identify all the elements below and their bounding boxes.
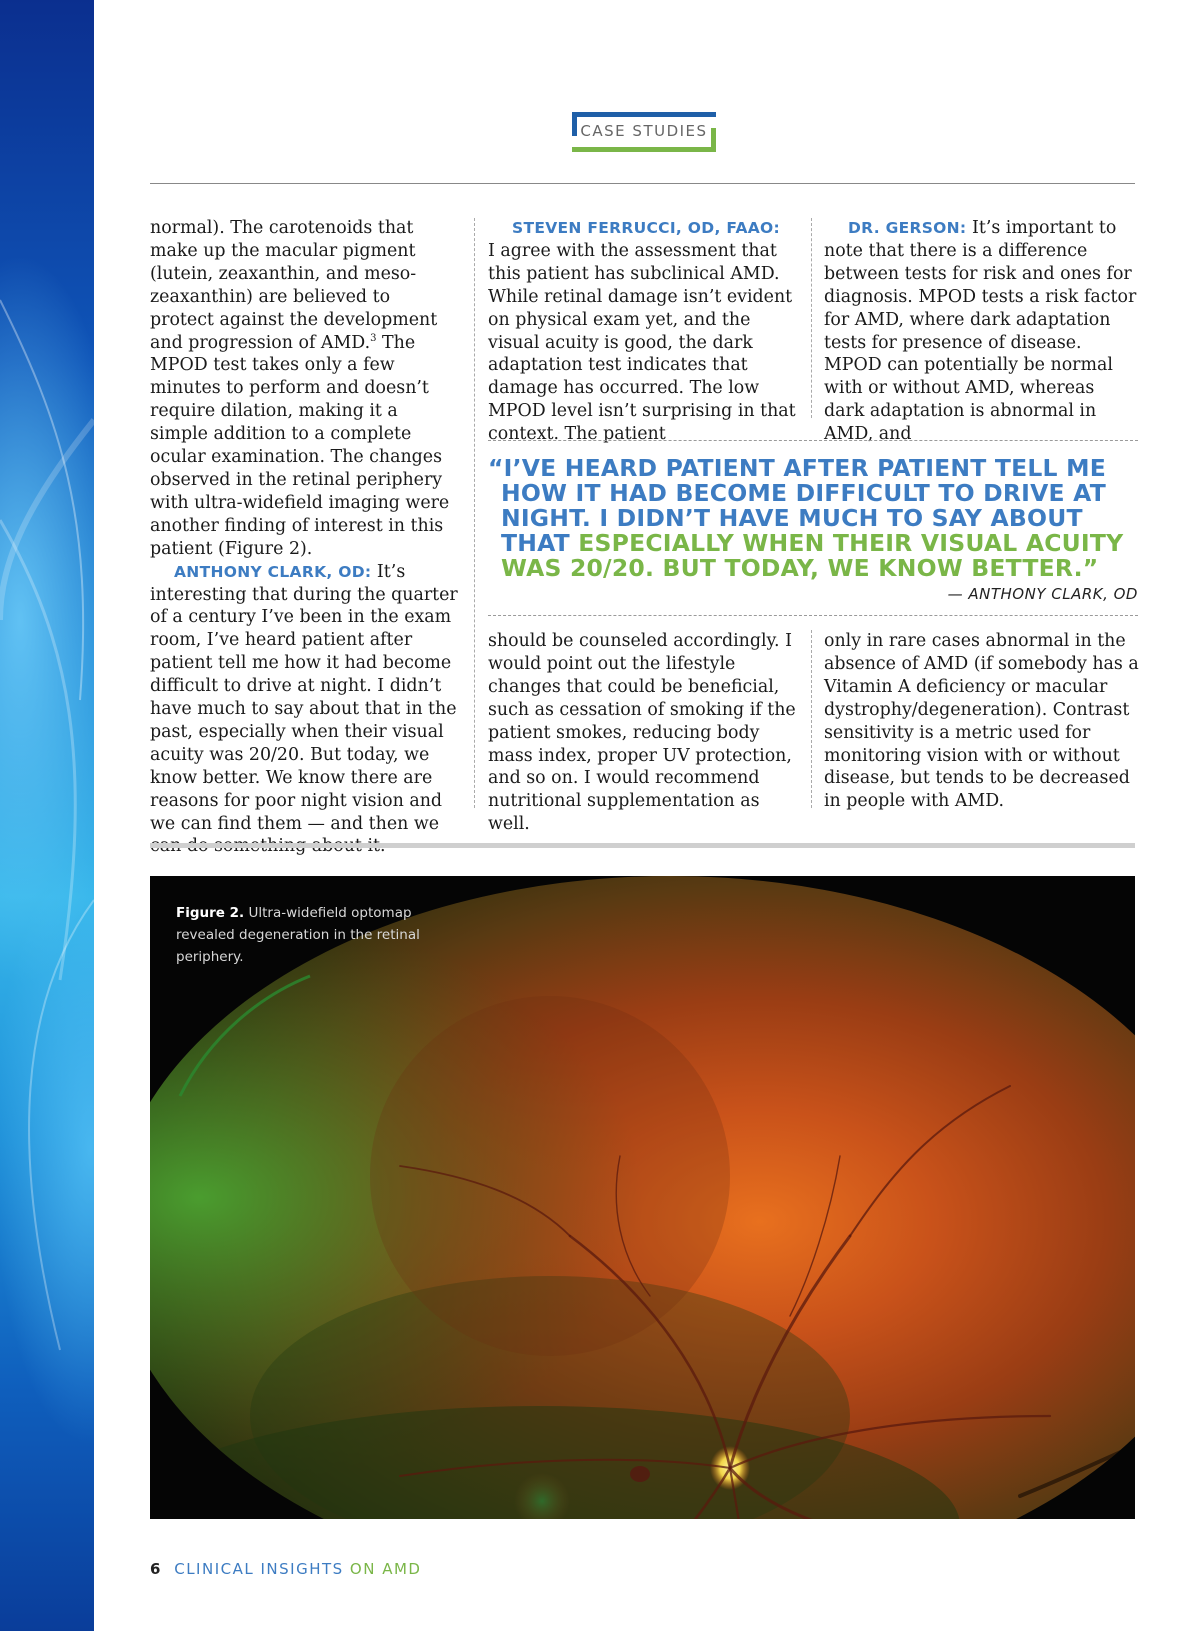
column-1: [150, 217, 458, 858]
pull-quote-rule-top: [488, 440, 1138, 441]
column-1-paragraph-2: ANTHONY CLARK, OD: It’s interesting that during the quarter of a century I’ve been in the exam room, I’ve heard patient after patient tell me how it had become difficult to drive at night. I didn’t have much to say about that in the past, especially when their visual acuity was 20/20. But today, we know better. We know there are reasons for poor night vision and we can find them — and then we: [150, 561, 458, 834]
figure-caption: Figure 2. Ultra-widefield optomap revealed degeneration in the retinal periphery.: [176, 905, 420, 965]
column-divider-1: [474, 218, 475, 808]
top-rule: [150, 183, 1135, 184]
publication-name: CLINICAL INSIGHTS: [174, 1560, 344, 1578]
pull-quote: [488, 456, 1138, 581]
figure-label: Figure 2.: [176, 905, 245, 921]
column-3-bottom: [824, 630, 1139, 813]
column-3-top: [824, 217, 1139, 446]
column-3-bottom-text: only in rare cases abnormal in the absence of AMD (if somebody has a Vitamin A deficiency or macular dystrophy/degeneration). Contrast sensitivity is a metric used for monitoring vision with or without disease, but tends to be decreased in people with AMD.: [824, 631, 1139, 812]
page-number: 6: [150, 1560, 162, 1578]
bottom-rule: [150, 843, 1135, 848]
retina-image: [150, 876, 1135, 1519]
publication-suffix: ON AMD: [343, 1560, 422, 1578]
pull-quote-attribution: — ANTHONY CLARK, OD: [947, 585, 1138, 603]
column-2-top: [488, 217, 803, 446]
pull-quote-green-text: ESPECIALLY WHEN THEIR VISUAL ACUITY WAS 20/20. BUT TODAY, WE KNOW BETTER.”: [501, 529, 1124, 582]
speaker-dr-gerson: DR. GERSON:: [848, 219, 967, 237]
section-tag: [572, 112, 716, 152]
column-2-bottom: [488, 630, 803, 836]
speaker-steven-ferrucci: STEVEN FERRUCCI, OD, FAAO:: [512, 219, 781, 237]
section-label: CASE STUDIES: [580, 122, 708, 140]
column-1-paragraph-1: normal). The carotenoids that make up the macular pigment (lutein, zeaxanthin, and meso-zeaxanthin) are believed to protect against the development and progression of AMD.$^3$ The MPOD test takes only a few minutes to perform and doesn’t require dilation, making it a simple addition to a complete ocular examination. The changes observed in the retinal periphery with ultra-widefield imaging were another finding of interest in this patient (Figure 2).: [150, 218, 450, 559]
column-2-speaker-line: [488, 217, 803, 240]
page-footer: [150, 1560, 421, 1578]
pull-quote-blue-text: “I’VE HEARD PATIENT AFTER PATIENT TELL ME HOW IT HAD BECOME DIFFICULT TO DRIVE AT NIGHT. I DIDN’T HAVE MUCH TO SAY ABOUT THAT: [488, 454, 1106, 557]
column-2-bottom-text: should be counseled accordingly. I would point out the lifestyle changes that could be beneficial, such as cessation of smoking if the patient smokes, reducing body mass index, proper UV protection, and so on. I would recommend nutritional supplementation as well.: [488, 631, 796, 835]
figure-2: [150, 876, 1135, 1519]
column-2-top-text: I agree with the assessment that this patient has subclinical AMD. While retinal damage isn’t evident on physical exam yet, and the visual acuity is good, the dark adaptation test indicates that damage has occurred. The low MPOD level isn’t surprising in that context. The patient: [488, 240, 796, 445]
decorative-side-band: [0, 0, 94, 1631]
column-divider-2: [811, 218, 812, 418]
speaker-anthony-clark: ANTHONY CLARK, OD:: [174, 562, 372, 581]
column-divider-3: [811, 630, 812, 808]
column-3-top-paragraph: DR. GERSON: It’s important to note that there is a difference between tests for risk and ones for diagnosis. MPOD tests a risk factor for AMD, where dark adaptation tests for presence of disease. MPOD can potentially be normal with or without AMD, whereas dark adaptation is abnormal in AMD, and: [824, 218, 1137, 445]
pull-quote-rule-bottom: [488, 615, 1138, 616]
